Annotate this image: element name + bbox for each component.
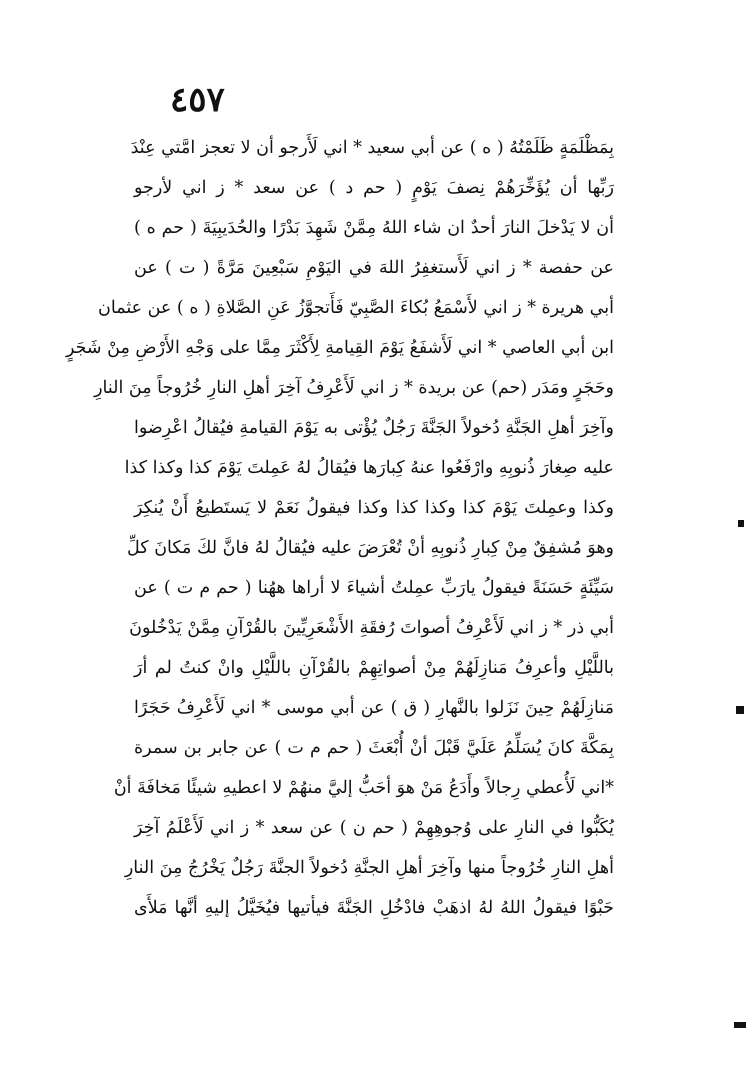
text-line: وكذا وعمِلتَ يَوْمَ كذا وكذا كذا وكذا فيقولُ نَعَمْ لا يَستَطيعُ أَنْ يُنكِرَ — [134, 498, 614, 518]
text-line: وآخِرَ أهلِ الجَنَّةِ دُخولاً الجَنَّةَ رَجُلٌ يُؤْتى به يَوْمَ القيامةِ فيُقالُ اعْرِضوا — [134, 418, 614, 438]
text-line: مَنازِلَهُمْ حِينَ نَزَلوا بالنَّهارِ ( ق ) عن أبي موسى * اني لَأَعْرِفُ حَجَرًا — [134, 698, 614, 718]
body-text — [65, 128, 614, 928]
text-line: وحَجَرٍ ومَدَر (حم) عن بريدة * ز اني لَأَعْرِفُ آخِرَ أهلِ النارِ خُرُوجاً مِنَ النارِ — [94, 378, 614, 398]
text-line: سَيِّئَةٍ حَسَنَةً فيقولُ يارَبِّ عمِلتُ أشياءَ لا أراها ههُنا ( حم م ت ) عن — [134, 578, 614, 598]
text-line: وهوَ مُشفِقٌ مِنْ كِبارِ ذُنوبِهِ أنْ تُعْرَضَ عليه فيُقالُ لهُ فانَّ لكَ مَكانَ كلِّ — [127, 538, 614, 558]
text-line: بِمَظْلَمَةٍ ظَلَمْتُهُ ( ه ) عن أبي سعيد * اني لَأَرجو أن لا تعجز امَّتي عِنْدَ — [130, 138, 614, 158]
scan-edge-mark — [734, 1022, 746, 1028]
text-line: أهلِ النارِ خُرُوجاً منها وآخِرَ أهلِ الجنَّةِ دُخولاً الجنَّةَ رَجُلٌ يَخْرُجُ مِنَ النارِ — [124, 858, 614, 878]
scan-edge-mark — [736, 706, 744, 714]
text-line: عليه صِغارَ ذُنوبِهِ وارْفَعُوا عنهُ كِبارَها فيُقالُ لهُ عَمِلتَ يَوْمَ كذا وكذا كذا — [124, 458, 614, 478]
text-line: ابن أبي العاصي * اني لَأَشفَعُ يَوْمَ القِيامةِ لِأَكْثَرَ مِمَّا على وَجْهِ الأَرْضِ مِنْ شَجَرٍ — [65, 338, 614, 358]
scan-edge-mark — [738, 520, 744, 527]
page-number: ٤٥٧ — [170, 80, 225, 120]
text-line: أبي هريرة * ز اني لأَسْمَعُ بُكاءَ الصَّبِيّ فَأَتجوَّزُ عَنِ الصَّلاةِ ( ه ) عن عثمان — [98, 298, 614, 318]
text-line: يُكَبُّوا في النارِ على وُجوهِهِمْ ( حم ن ) عن سعد * ز اني لَأَعْلَمُ آخِرَ — [134, 818, 614, 838]
text-line: باللَّيْلِ وأعرِفُ مَنازِلَهُمْ مِنْ أصواتِهِمْ بالقُرْآنِ باللَّيْلِ وانْ كنتُ لم أرَ — [134, 658, 614, 678]
text-line: أبي ذر * ز اني لَأَعْرِفُ أصواتَ رُفقَةِ الأَشْعَرِيِّينَ بالقُرْآنِ مِمَّنْ يَدْخُلونَ — [129, 618, 614, 638]
text-line: حَبْوًا فيقولُ اللهُ لهُ اذهَبْ فادْخُلِ الجَنَّةَ فيأتيها فيُخَيَّلُ إليهِ أنَّها مَلأَى — [134, 898, 614, 918]
text-line: أن لا يَدْخلَ النارَ أحدٌ ان شاء اللهُ مِمَّنْ شَهِدَ بَدْرًا والحُدَيبِيَةَ ( حم ه ) — [134, 218, 614, 238]
text-line: رَبِّها أن يُؤَخِّرَهُمْ نِصفَ يَوْمٍ ( حم د ) عن سعد * ز اني لأرجو — [134, 178, 614, 198]
text-line: بِمَكَّةَ كانَ يُسَلِّمُ عَلَيَّ قَبْلَ أنْ أُبْعَثَ ( حم م ت ) عن جابر بن سمرة — [134, 738, 614, 758]
text-line: عن حفصة * ز اني لَأَستغفِرُ اللهَ في اليَوْمِ سَبْعِينَ مَرَّةً ( ت ) عن — [134, 258, 614, 278]
text-line: *اني لَأُعطي رِجالاً وأَدَعُ مَنْ هوَ أحَبُّ إليَّ منهُمْ لا اعطيهِ شيئًا مَخافَةَ أنْ — [113, 778, 614, 798]
